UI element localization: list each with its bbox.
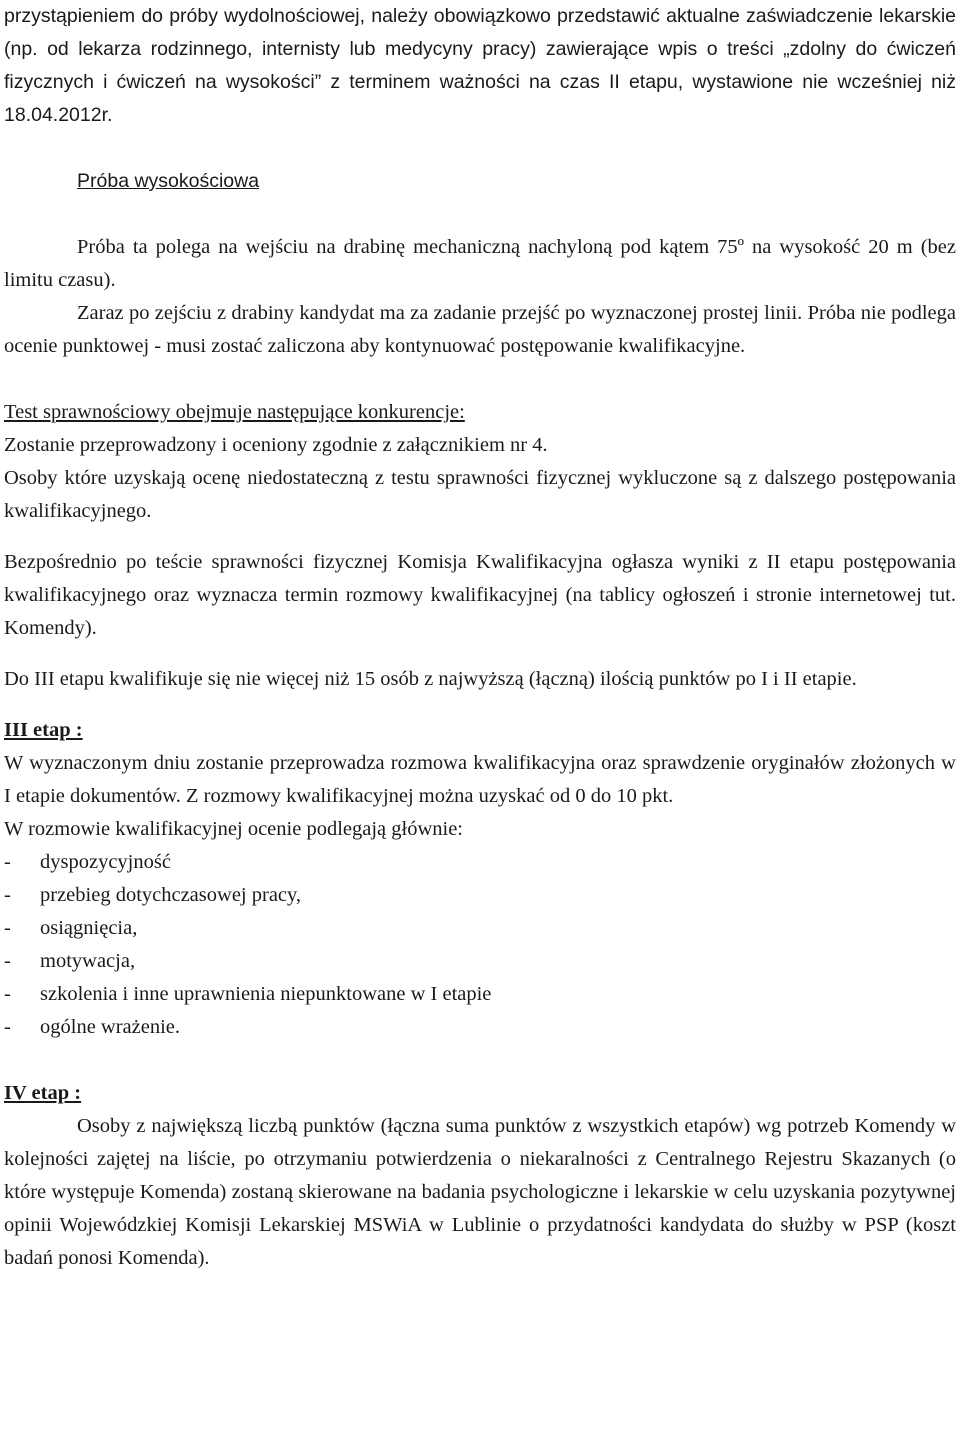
list-item: - motywacja, (4, 945, 956, 978)
etap3-paragraph-1: W wyznaczonym dniu zostanie przeprowadza rozmowa kwalifikacyjna oraz sprawdzenie oryginałów złożonych w I etapie dokumentów. Z rozmowy kwalifikacyjnej można uzyskać od 0 do 10 pkt. (4, 752, 956, 807)
test-paragraph-4: Do III etapu kwalifikuje się nie więcej niż 15 osób z najwyższą (łączną) ilością punktów po I i II etapie. (4, 668, 857, 690)
list-item: - osiągnięcia, (4, 912, 956, 945)
spacer (4, 198, 956, 231)
list-item: - przebieg dotychczasowej pracy, (4, 879, 956, 912)
section-heading-etap4 (4, 1077, 956, 1110)
spacer (4, 1044, 956, 1077)
list-item: - ogólne wrażenie. (4, 1011, 956, 1044)
test-heading: Test sprawnościowy obejmuje następujące konkurencje: (4, 401, 465, 423)
list-item: - dyspozycyjność (4, 846, 956, 879)
proba-paragraph-2: Zaraz po zejściu z drabiny kandydat ma za zadanie przejść po wyznaczonej prostej linii. Próba nie podlega ocenie punktowej - musi zostać zaliczona aby kontynuować postępowanie kwalifikacyjne. (4, 302, 956, 357)
spacer (4, 132, 956, 165)
test-paragraph-2: Osoby które uzyskają ocenę niedostateczną z testu sprawności fizycznej wykluczone są z dalszego postępowania kwalifikacyjnego. (4, 467, 956, 522)
proba-paragraph-1: Próba ta polega na wejściu na drabinę mechaniczną nachyloną pod kątem 75º na wysokość 20 m (bez limitu czasu). (4, 236, 956, 291)
test-paragraph-3: Bezpośrednio po teście sprawności fizycznej Komisja Kwalifikacyjna ogłasza wyniki z II etapu postępowania kwalifikacyjnego oraz wyznacza termin rozmowy kwalifikacyjnej (na tablicy ogłoszeń i stronie internetowej tut. Komendy). (4, 551, 956, 639)
spacer (4, 363, 956, 396)
etap3-criteria-list (4, 846, 956, 1044)
section-heading-test (4, 396, 956, 429)
etap4-heading: IV etap : (4, 1082, 82, 1104)
test-paragraph-1: Zostanie przeprowadzony i oceniony zgodnie z załącznikiem nr 4. (4, 434, 548, 456)
etap3-paragraph-2: W rozmowie kwalifikacyjnej ocenie podlegają głównie: (4, 818, 463, 840)
etap4-paragraph-1: Osoby z największą liczbą punktów (łączna suma punktów z wszystkich etapów) wg potrzeb Komendy w kolejności zajętej na liście, po otrzymaniu potwierdzenia o niekaralności z Centralnego Rejestru Skazanych (o które występuje Komenda) zostaną skierowane na badania psychologiczne i lekarskie w celu uzyskania pozytywnej opinii Wojewódzkiej Komisji Lekarskiej MSWiA w Lublinie o przydatności kandydata do służby w PSP (koszt badań ponosi Komenda). (4, 1115, 956, 1269)
proba-heading: Próba wysokościowa (77, 170, 260, 192)
list-item: - szkolenia i inne uprawnienia niepunktowane w I etapie (4, 978, 956, 1011)
section-heading-etap3 (4, 714, 956, 747)
spacer (4, 645, 956, 663)
etap3-heading: III etap : (4, 719, 83, 741)
spacer (4, 696, 956, 714)
intro-paragraph: przystąpieniem do próby wydolnościowej, należy obowiązkowo przedstawić aktualne zaświadczenie lekarskie (np. od lekarza rodzinnego, internisty lub medycyny pracy) zawierające wpis o treści „zdolny do ćwiczeń fizycznych i ćwiczeń na wysokości” z terminem ważności na czas II etapu, wystawione nie wcześniej niż 18.04.2012r. (4, 5, 956, 126)
spacer (4, 528, 956, 546)
section-heading-proba (4, 165, 956, 198)
